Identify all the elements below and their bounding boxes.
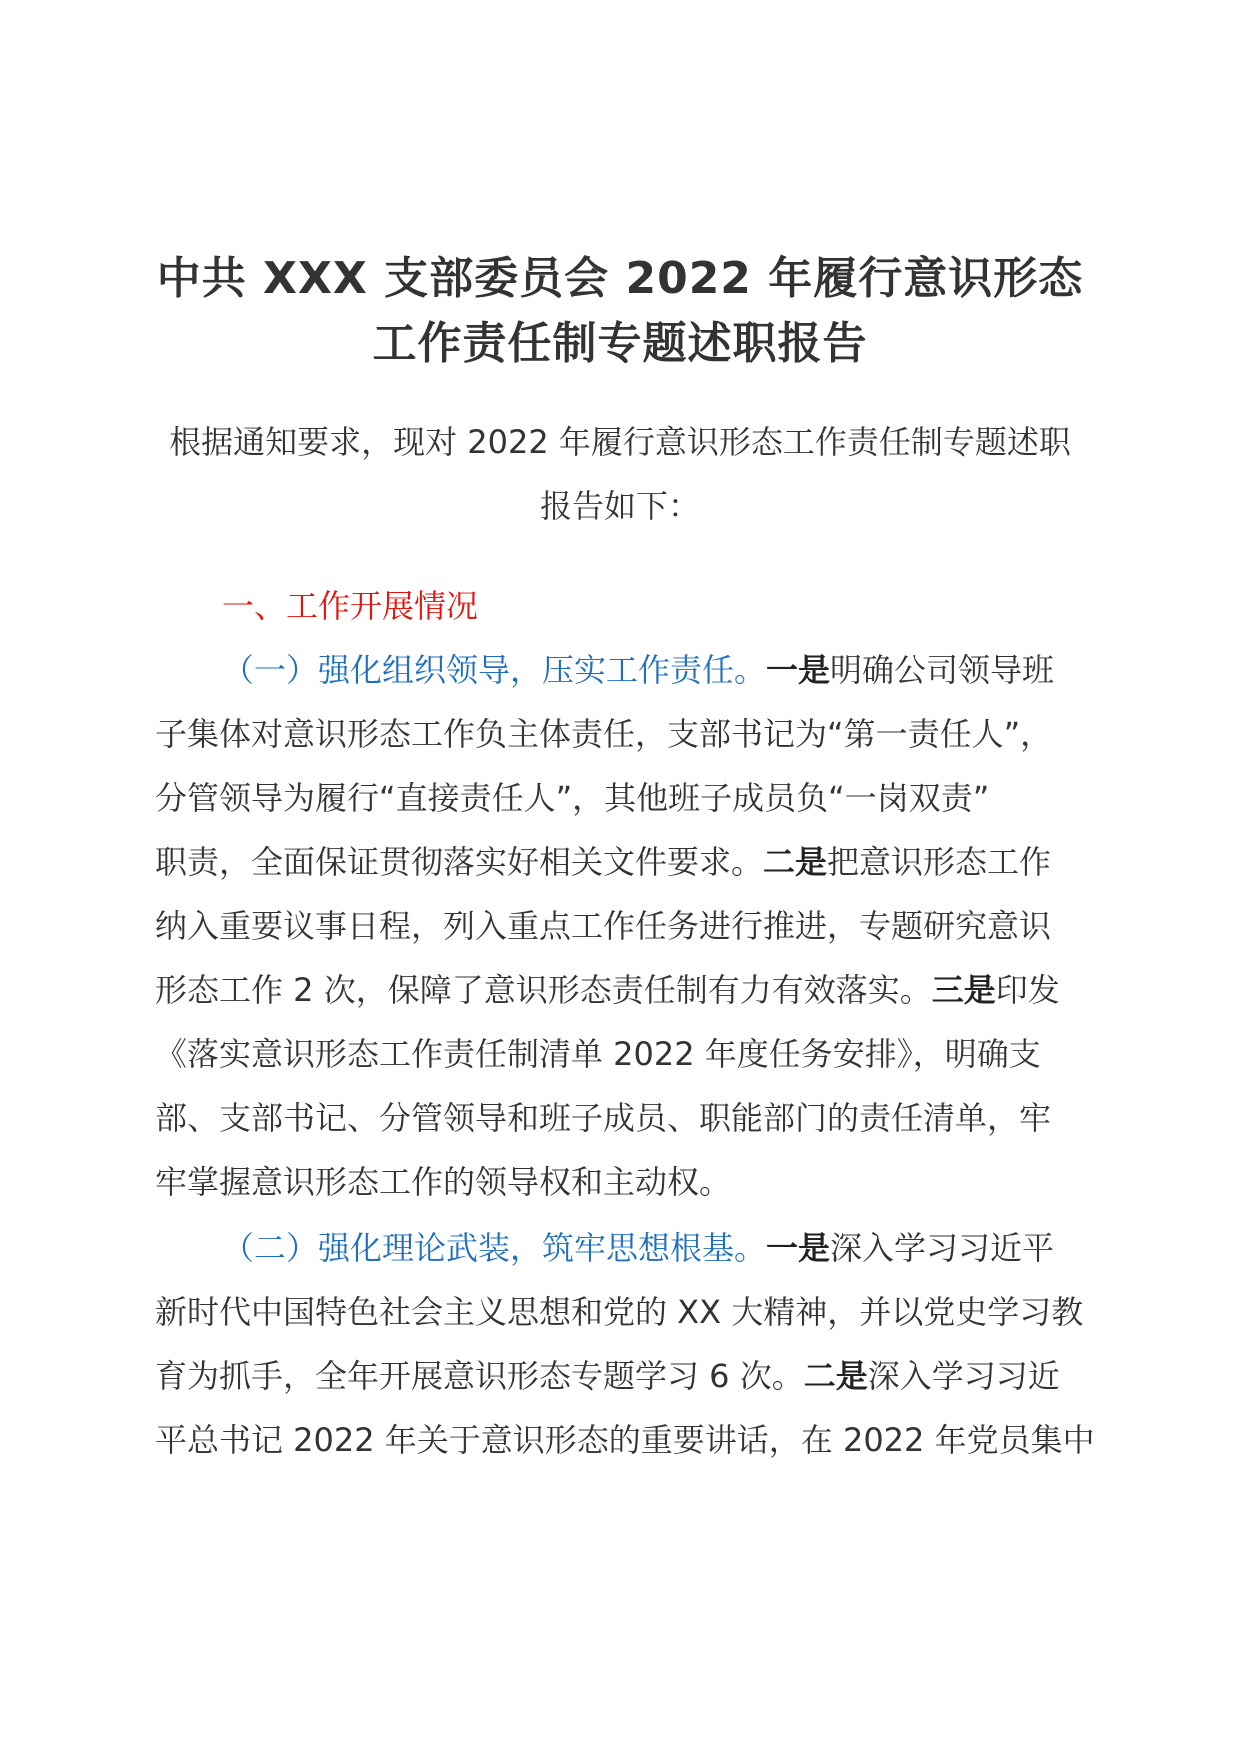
para1-line-7: 《落实意识形态工作责任制清单 2022 年度任务安排》，明确支 [155,1035,1041,1073]
section-heading: 一、工作开展情况 [222,587,479,625]
para2-line-3 [155,1354,1105,1398]
para1-line-2: 子集体对意识形态工作负主体责任，支部书记为“第一责任人”， [155,715,1053,753]
para2-line-3-pre: 育为抓手，全年开展意识形态专题学习 6 次。 [155,1357,804,1395]
para2-subheading: （二）强化理论武装，筑牢思想根基。 [222,1229,767,1267]
para1-line-8: 部、支部书记、分管领导和班子成员、职能部门的责任清单，牢 [155,1099,1052,1137]
para2-line-1 [222,1226,1172,1270]
para1-line-5: 纳入重要议事日程，列入重点工作任务进行推进，专题研究意识 [155,907,1052,945]
para1-line-4-post: 把意识形态工作 [827,843,1052,881]
para2-line-4: 平总书记 2022 年关于意识形态的重要讲话，在 2022 年党员集中 [155,1421,1095,1459]
para1-marker-two: 二是 [763,843,828,881]
para1-subheading: （一）强化组织领导，压实工作责任。 [222,651,767,689]
para2-marker-two: 二是 [803,1357,868,1395]
para1-line-3: 分管领导为履行“直接责任人”，其他班子成员负“一岗双责” [155,779,990,817]
para1-line-4 [155,840,1105,884]
para1-line-1-text: 明确公司领导班 [830,651,1055,689]
para1-marker-one: 一是 [766,651,831,689]
para1-line-6-post: 印发 [995,971,1060,1009]
para2-line-3-post: 深入学习习近 [867,1357,1060,1395]
intro-line-2: 报告如下： [539,487,700,525]
document-title-line-2: 工作责任制专题述职报告 [372,318,868,369]
intro-line-1: 根据通知要求，现对 2022 年履行意识形态工作责任制专题述职 [169,423,1071,461]
para2-line-2: 新时代中国特色社会主义思想和党的 XX 大精神，并以党史学习教 [155,1293,1084,1331]
para2-marker-one: 一是 [766,1229,831,1267]
para1-line-4-pre: 职责，全面保证贯彻落实好相关文件要求。 [155,843,764,881]
para1-line-1 [222,648,1172,692]
para1-line-6-pre: 形态工作 2 次，保障了意识形态责任制有力有效落实。 [155,971,932,1009]
para2-line-1-text: 深入学习习近平 [830,1229,1055,1267]
para1-line-6 [155,968,1105,1012]
para1-marker-three: 三是 [931,971,996,1009]
document-title-line-1: 中共 XXX 支部委员会 2022 年履行意识形态 [156,253,1084,304]
para1-line-9: 牢掌握意识形态工作的领导权和主动权。 [155,1163,732,1201]
